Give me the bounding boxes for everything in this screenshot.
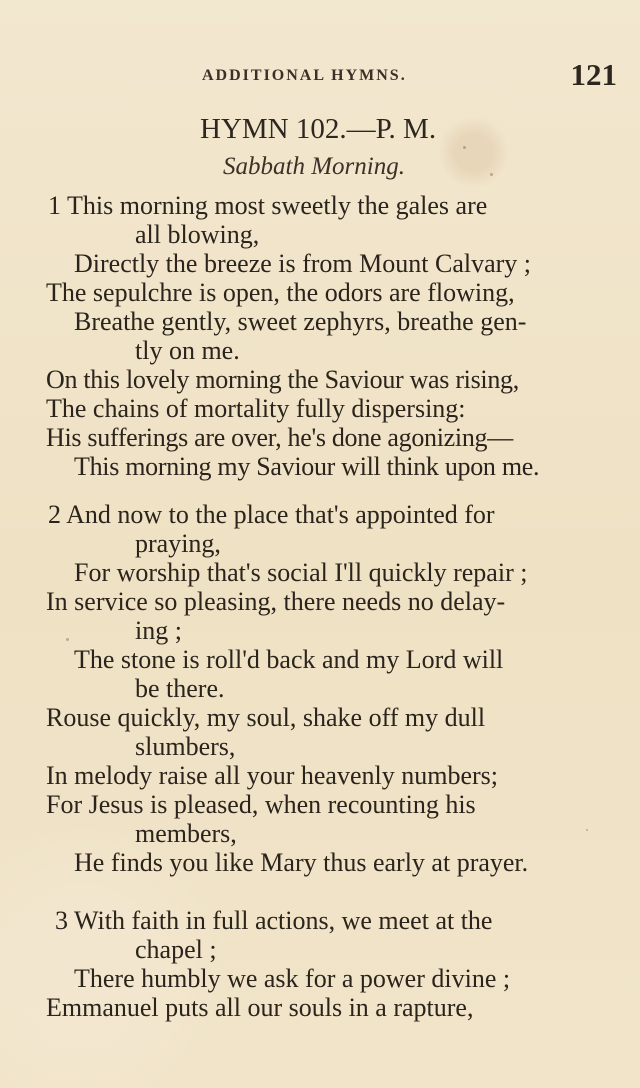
paper-speck: [490, 173, 493, 176]
verse-3-line-1: 3 With faith in full actions, we meet at the: [55, 906, 493, 935]
verse-2-line-4: In service so pleasing, there needs no delay-: [46, 587, 506, 616]
verse-2-line-6: The stone is roll'd back and my Lord will: [74, 645, 504, 674]
verse-1-line-1: 1 This morning most sweetly the gales are: [48, 191, 488, 220]
running-head: ADDITIONAL HYMNS.: [202, 67, 407, 84]
paper-speck: [586, 829, 588, 831]
verse-3-line-2: chapel ;: [135, 935, 217, 964]
hymn-subtitle: Sabbath Morning.: [223, 153, 405, 180]
verse-3-line-3: There humbly we ask for a power divine ;: [74, 964, 511, 993]
verse-2-line-10: In melody raise all your heavenly numbers;: [46, 761, 498, 790]
verse-2-line-8: Rouse quickly, my soul, shake off my dull: [46, 703, 486, 732]
verse-2-line-13: He finds you like Mary thus early at prayer.: [74, 848, 529, 877]
verse-1-line-9: His sufferings are over, he's done agonizing—: [46, 423, 513, 452]
verse-1-line-5: Breathe gently, sweet zephyrs, breathe gen-: [74, 307, 527, 336]
verse-1-line-4: The sepulchre is open, the odors are flowing,: [46, 278, 515, 307]
paper-speck: [463, 146, 466, 149]
verse-2-line-11: For Jesus is pleased, when recounting his: [46, 790, 476, 819]
verse-1-line-8: The chains of mortality fully dispersing:: [46, 394, 466, 423]
verse-2-line-12: members,: [135, 819, 237, 848]
verse-2-line-3: For worship that's social I'll quickly repair ;: [74, 558, 528, 587]
verse-2-line-9: slumbers,: [135, 732, 236, 761]
verse-1-line-3: Directly the breeze is from Mount Calvary ;: [74, 249, 532, 278]
verse-1-line-7: On this lovely morning the Saviour was rising,: [46, 365, 519, 394]
hymn-title: HYMN 102.—P. M.: [200, 113, 437, 145]
verse-3: [0, 906, 640, 1022]
verse-2-line-2: praying,: [135, 529, 221, 558]
paper-speck: [66, 638, 69, 641]
verse-1: [0, 191, 640, 481]
verse-2-line-7: be there.: [135, 674, 225, 703]
verse-3-line-4: Emmanuel puts all our souls in a rapture,: [46, 993, 474, 1022]
verse-2-line-1: 2 And now to the place that's appointed for: [48, 500, 495, 529]
verse-1-line-10: This morning my Saviour will think upon me.: [74, 452, 540, 481]
page-number: 121: [570, 57, 617, 92]
verse-1-line-6: tly on me.: [135, 336, 240, 365]
verse-2: [0, 500, 640, 877]
verse-1-line-2: all blowing,: [135, 220, 260, 249]
verse-2-line-5: ing ;: [135, 616, 182, 645]
